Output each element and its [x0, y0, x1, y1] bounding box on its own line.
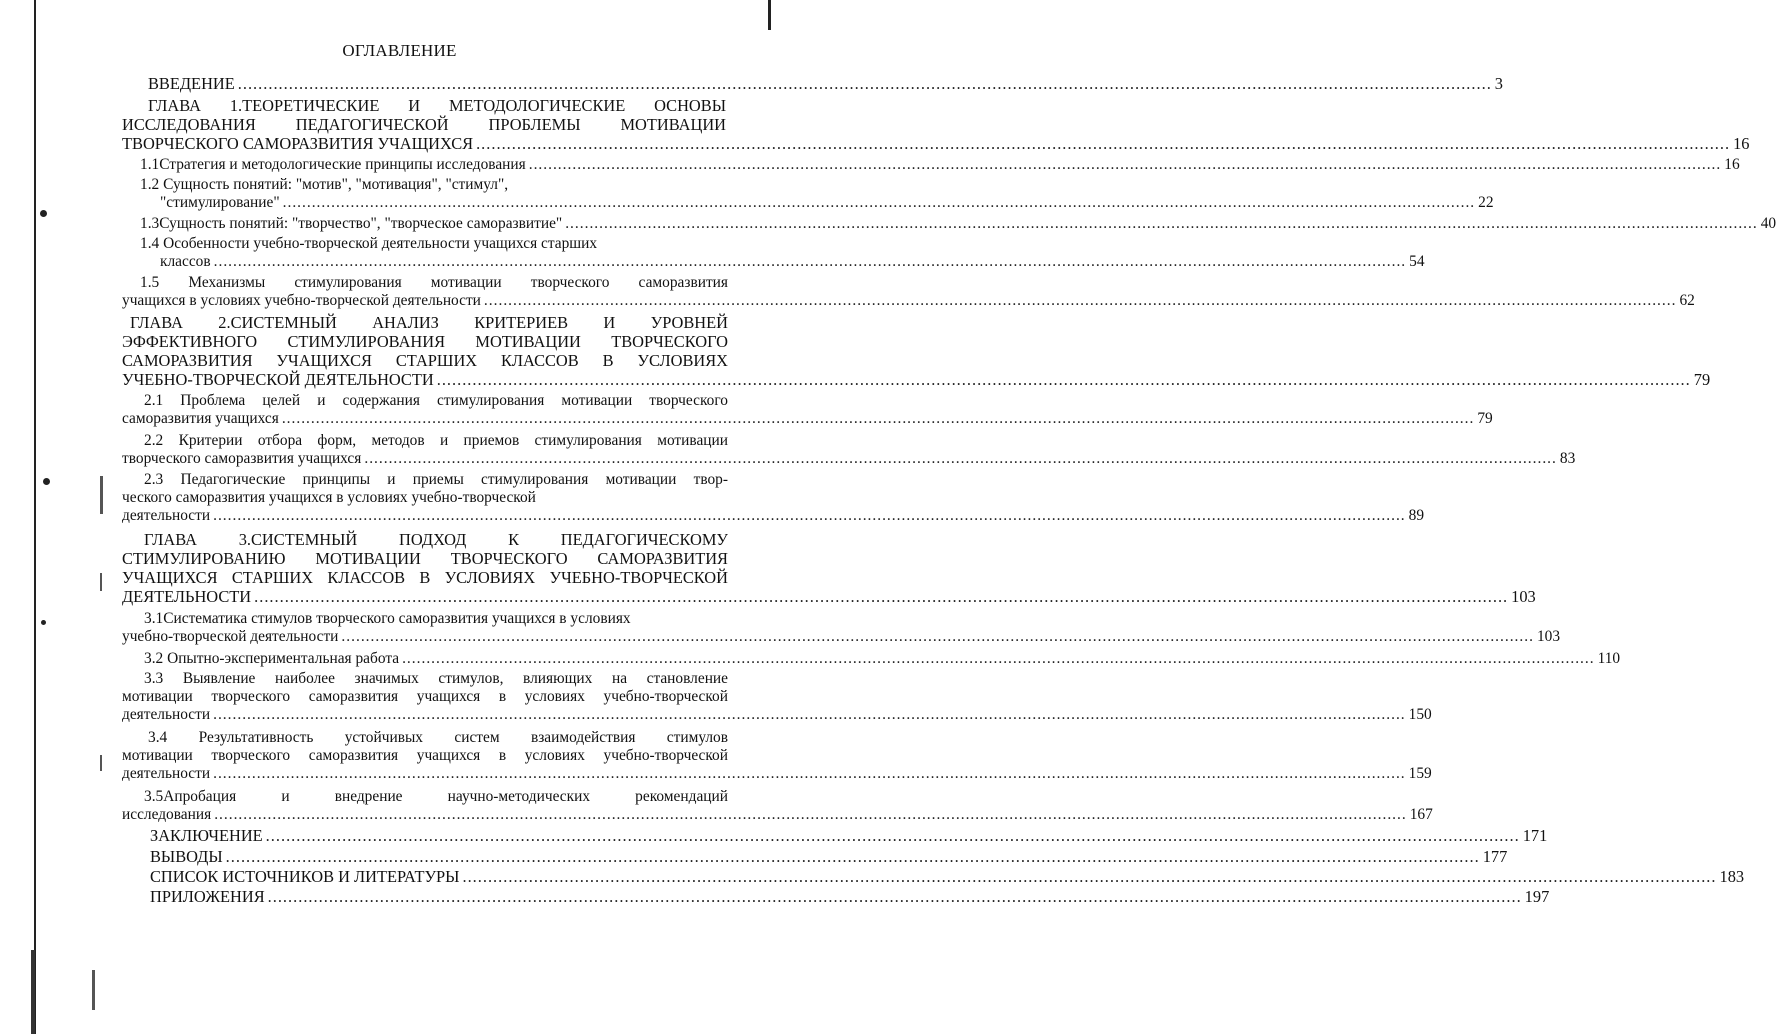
toc-entry-text: мотивации творческого саморазвития учащихся в условиях учебно-творческой: [122, 747, 728, 764]
toc-entry-text: СПИСОК ИСТОЧНИКОВ И ЛИТЕРАТУРЫ: [150, 867, 460, 886]
toc-entry-text: 1.1Стратегия и методологические принципы исследования: [140, 156, 526, 173]
scan-speck: [100, 573, 102, 591]
toc-entry-text: 1.3Сущность понятий: "творчество", "творческое саморазвитие": [140, 215, 563, 232]
toc-page-number: 183: [1719, 867, 1745, 886]
toc-entry-text: 1.5 Механизмы стимулирования мотивации творческого саморазвития: [140, 274, 728, 291]
toc-entry-introduction: [148, 74, 1503, 93]
toc-page-number: 79: [1693, 370, 1711, 389]
toc-page-number: 22: [1478, 194, 1494, 211]
toc-entry-1-5: [122, 274, 1695, 310]
toc-entry-3-4: [122, 729, 1432, 783]
toc-entry-1-1: [140, 156, 1740, 174]
toc-entry-text: деятельности: [122, 706, 211, 723]
toc-entry-text: 2.3 Педагогические принципы и приемы стимулирования мотивации твор-: [144, 471, 728, 488]
toc-page-number: 83: [1559, 450, 1576, 467]
scan-speck: [92, 970, 95, 1010]
toc-page-number: 103: [1511, 587, 1536, 606]
toc-entry-2-1: [122, 392, 1493, 428]
toc-entry-1-3: [140, 215, 1776, 233]
toc-page-number: 89: [1408, 507, 1425, 524]
toc-page-number: 40: [1760, 215, 1776, 232]
toc-page-number: 3: [1494, 74, 1503, 93]
toc-entry-2-3: [122, 471, 1425, 525]
toc-entry-2-2: [122, 432, 1576, 468]
toc-entry-conclusion: [150, 826, 1548, 845]
toc-entry-appendices: [150, 887, 1550, 906]
toc-entry-chapter-1: [122, 96, 1750, 153]
toc-entry-text: 1.2 Сущность понятий: "мотив", "мотивация", "стимул",: [140, 176, 509, 193]
toc-entry-text: саморазвития учащихся: [122, 410, 279, 427]
toc-page-number: 159: [1408, 765, 1432, 782]
toc-entry-text: ТВОРЧЕСКОГО САМОРАЗВИТИЯ УЧАЩИХСЯ: [122, 134, 474, 153]
toc-page-number: 167: [1409, 806, 1433, 823]
hole-punch-mark: [40, 210, 47, 217]
hole-punch-mark: [41, 620, 46, 625]
toc-page-number: 197: [1524, 887, 1550, 906]
toc-page-number: 16: [1733, 134, 1750, 153]
toc-page-number: 16: [1724, 156, 1740, 173]
toc-entry-text: ГЛАВА 2.СИСТЕМНЫЙ АНАЛИЗ КРИТЕРИЕВ И УРОВНЕЙ: [130, 313, 728, 332]
toc-entry-text: ЗАКЛЮЧЕНИЕ: [150, 826, 263, 845]
toc-entry-text: 3.4 Результативность устойчивых систем взаимодействия стимулов: [148, 729, 728, 746]
toc-entry-text: 2.2 Критерии отбора форм, методов и приемов стимулирования мотивации: [144, 432, 728, 449]
scan-speck: [100, 476, 103, 514]
toc-entry-text: 1.4 Особенности учебно-творческой деятельности учащихся старших: [140, 235, 598, 252]
toc-entry-text: ИССЛЕДОВАНИЯ ПЕДАГОГИЧЕСКОЙ ПРОБЛЕМЫ МОТИВАЦИИ: [122, 115, 726, 134]
toc-page-number: 150: [1408, 706, 1432, 723]
toc-page-number: 79: [1477, 410, 1493, 427]
toc-page-number: 62: [1679, 292, 1695, 309]
hole-punch-mark: [43, 478, 50, 485]
toc-entry-3-3: [122, 670, 1432, 724]
toc-entry-1-4: [140, 235, 1425, 271]
toc-entry-findings: [150, 847, 1508, 866]
toc-entry-text: мотивации творческого саморазвития учащихся в условиях учебно-творческой: [122, 688, 728, 705]
toc-entry-text: исследования: [122, 806, 212, 823]
toc-entry-text: УЧЕБНО-ТВОРЧЕСКОЙ ДЕЯТЕЛЬНОСТИ: [122, 370, 434, 389]
toc-entry-text: ПРИЛОЖЕНИЯ: [150, 887, 265, 906]
scan-edge-mark: [768, 0, 771, 30]
toc-entry-text: ГЛАВА 3.СИСТЕМНЫЙ ПОДХОД К ПЕДАГОГИЧЕСКОМУ: [144, 530, 728, 549]
toc-entry-text: 3.5Апробация и внедрение научно-методических рекомендаций: [144, 788, 728, 805]
toc-entry-chapter-3: [122, 530, 1536, 606]
scan-binding-edge: [31, 950, 35, 1034]
toc-entry-text: ЭФФЕКТИВНОГО СТИМУЛИРОВАНИЯ МОТИВАЦИИ ТВОРЧЕСКОГО: [122, 332, 728, 351]
toc-entry-text: творческого саморазвития учащихся: [122, 450, 362, 467]
toc-entry-1-2: [140, 176, 1494, 212]
toc-entry-chapter-2: [122, 313, 1711, 389]
toc-entry-text: ВЫВОДЫ: [150, 847, 223, 866]
toc-page-number: 103: [1536, 628, 1561, 645]
toc-entry-text: ГЛАВА 1.ТЕОРЕТИЧЕСКИЕ И МЕТОДОЛОГИЧЕСКИЕ ОСНОВЫ: [148, 96, 726, 115]
toc-entry-text: САМОРАЗВИТИЯ УЧАЩИХСЯ СТАРШИХ КЛАССОВ В УСЛОВИЯХ: [122, 351, 728, 370]
toc-entry-3-1: [122, 610, 1561, 646]
toc-page-number: 171: [1522, 826, 1548, 845]
toc-entry-text: 3.1Систематика стимулов творческого саморазвития учащихся в условиях: [144, 610, 631, 627]
toc-entry-text: деятельности: [122, 507, 211, 524]
toc-entry-text: ДЕЯТЕЛЬНОСТИ: [122, 587, 252, 606]
toc-entry-text: 2.1 Проблема целей и содержания стимулирования мотивации творческого: [144, 392, 728, 409]
toc-entry-text: СТИМУЛИРОВАНИЮ МОТИВАЦИИ ТВОРЧЕСКОГО САМОРАЗВИТИЯ: [122, 549, 728, 568]
toc-entry-text: ческого саморазвития учащихся в условиях учебно-творческой: [122, 489, 536, 506]
toc-page-number: 54: [1409, 253, 1425, 270]
toc-entry-text: ВВЕДЕНИЕ: [148, 74, 235, 93]
page-title: ОГЛАВЛЕНИЕ: [342, 41, 457, 60]
toc-page-number: 177: [1482, 847, 1508, 866]
scan-speck: [100, 755, 102, 771]
toc-entry-text: учебно-творческой деятельности: [122, 628, 339, 645]
toc-entry-text: "стимулирование": [160, 194, 280, 211]
toc-entry-text: классов: [160, 253, 211, 270]
toc-entry-text: деятельности: [122, 765, 211, 782]
toc-entry-3-5: [122, 788, 1433, 824]
scan-binding-edge: [34, 0, 36, 1034]
toc-entry-text: учащихся в условиях учебно-творческой деятельности: [122, 292, 481, 309]
toc-page-number: 110: [1597, 650, 1621, 667]
toc-entry-3-2: [144, 650, 1621, 668]
toc-entry-text: 3.3 Выявление наиболее значимых стимулов, влияющих на становление: [144, 670, 728, 687]
toc-entry-text: УЧАЩИХСЯ СТАРШИХ КЛАССОВ В УСЛОВИЯХ УЧЕБНО-ТВОРЧЕСКОЙ: [122, 568, 728, 587]
toc-entry-text: 3.2 Опытно-экспериментальная работа: [144, 650, 400, 667]
toc-entry-references: [150, 867, 1745, 886]
